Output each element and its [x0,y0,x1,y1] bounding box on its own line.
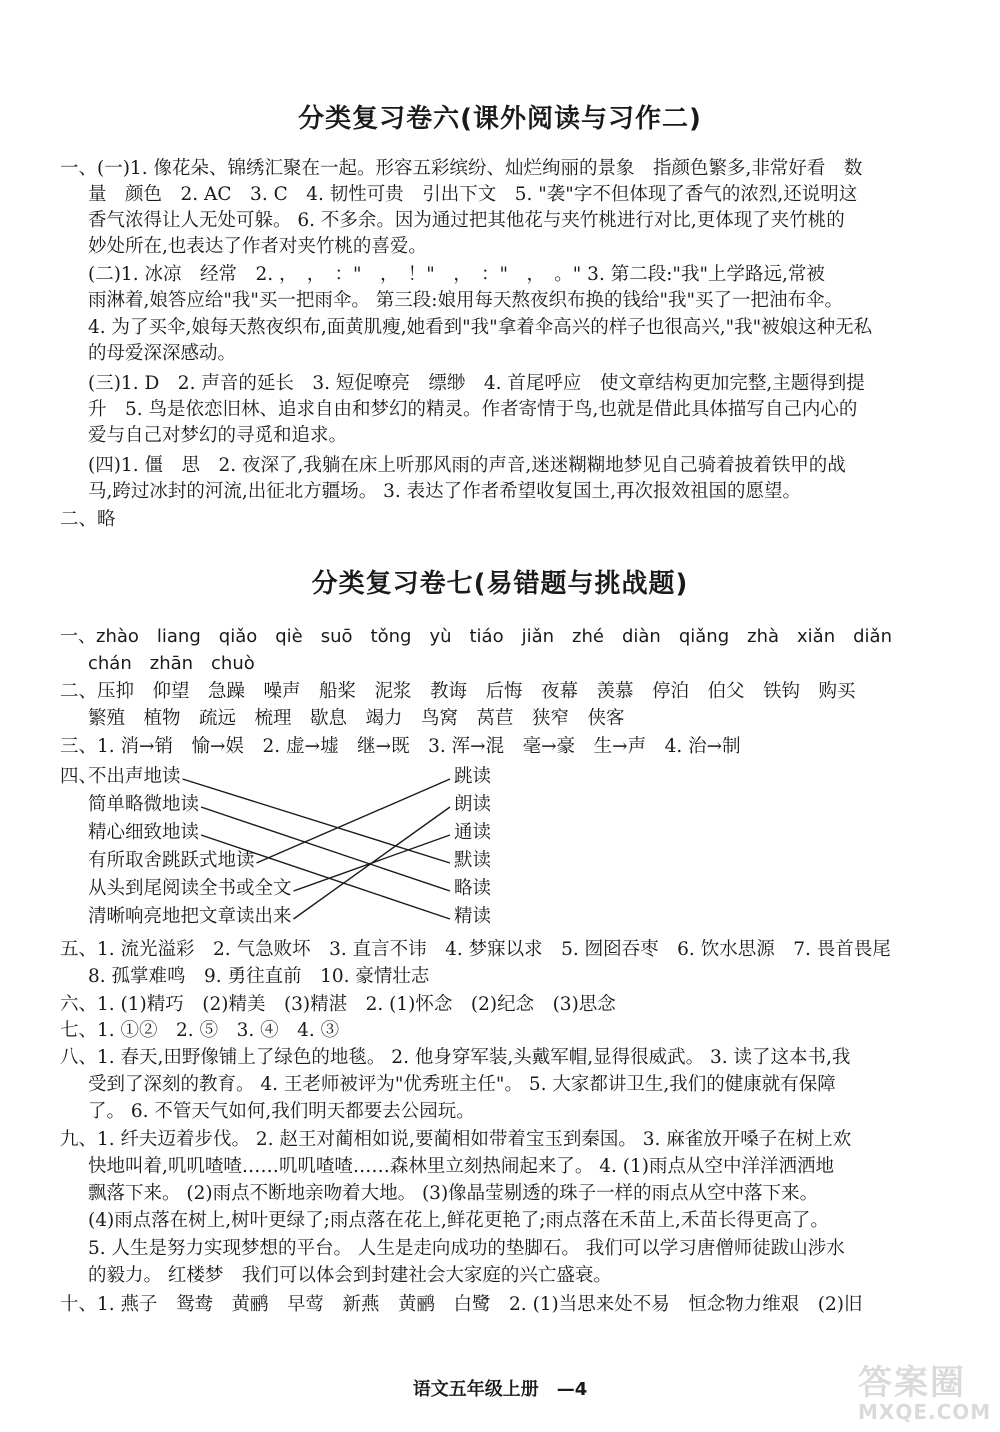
s6-line-11: 爱与自己对梦幻的寻觅和追求。 [88,425,348,446]
match-left-item: 有所取舍跳跃式地读 [88,850,255,871]
s7-pinyin-line-2: chán zhān chuò [88,653,255,674]
s7-q2-line-2: 繁殖 植物 疏远 梳理 歇息 竭力 鸟窝 莴苣 狭窄 侠客 [88,708,625,729]
match-right-item: 朗读 [454,794,492,815]
match-right-item: 略读 [454,878,492,899]
s7-q9-line-5: 5. 人生是努力实现梦想的平台。 人生是走向成功的垫脚石。 我们可以学习唐僧师徒跋山涉水 [88,1238,845,1259]
page-footer: 语文五年级上册 —4 [412,1379,588,1400]
s7-q10-line: 十、1. 燕子 鸳鸯 黄鹂 早莺 新燕 黄鹂 白鹭 2. (1)当思来处不易 恒念物力维艰 (2)旧 [60,1294,863,1315]
s7-q8-line-3: 了。 6. 不管天气如何,我们明天都要去公园玩。 [88,1101,475,1122]
s6-line-9: (三)1. D 2. 声音的延长 3. 短促嘹亮 缥缈 4. 首尾呼应 使文章结构更加完整,主题得到提 [88,373,865,394]
match-left-item: 从头到尾阅读全书或全文 [88,878,292,899]
s6-line-12: (四)1. 僵 思 2. 夜深了,我躺在床上听那风雨的声音,迷迷糊糊地梦见自己骑着披着铁甲的战 [88,455,846,476]
match-right-item: 默读 [454,850,492,871]
match-left-item: 简单略微地读 [88,794,200,815]
match-right-item: 精读 [454,906,492,927]
match-left-item: 清晰响亮地把文章读出来 [88,906,292,927]
s7-q5-line-1: 五、1. 流光溢彩 2. 气急败坏 3. 直言不讳 4. 梦寐以求 5. 囫囵吞枣 6. 饮水思源 7. 畏首畏尾 [60,939,891,960]
s6-line-8: 的母爱深深感动。 [88,343,237,364]
section7-title: 分类复习卷七(易错题与挑战题) [311,569,689,599]
match-right-item: 跳读 [454,766,492,787]
s7-q9-line-3: 飘落下来。 (2)雨点不断地亲吻着大地。 (3)像晶莹剔透的珠子一样的雨点从空中落下来。 [88,1183,819,1204]
s6-line-6: 雨淋着,娘答应给"我"买一把雨伞。 第三段:娘用每天熬夜织布换的钱给"我"买了一把油布伞。 [88,290,844,311]
s7-pinyin-line-1: 一、zhào liang qiǎo qiè suō tǒng yù tiáo jiǎn zhé diàn qiǎng zhà xiǎn diǎn [60,626,892,647]
s7-q3-line: 三、1. 消→销 愉→娱 2. 虚→墟 继→既 3. 浑→混 毫→豪 生→声 4. 治→制 [60,736,741,757]
match-right-item: 通读 [454,822,492,843]
s7-q5-line-2: 8. 孤掌难鸣 9. 勇往直前 10. 豪情壮志 [88,966,430,987]
s6-line-4: 妙处所在,也表达了作者对夹竹桃的喜爱。 [88,236,427,257]
s7-q9-line-6: 的毅力。 红楼梦 我们可以体会到封建社会大家庭的兴亡盛衰。 [88,1265,612,1286]
s6-line-7: 4. 为了买伞,娘每天熬夜织布,面黄肌瘦,她看到"我"拿着伞高兴的样子也很高兴,"我"被娘这种无私 [88,317,873,338]
s6-line-5: (二)1. 冰凉 经常 2. ， ， ：" ， ！" ， ：" ， 。" 3. 第二段:"我"上学路远,常被 [88,264,825,285]
s7-q2-line-1: 二、压抑 仰望 急躁 噪声 船桨 泥浆 教诲 后悔 夜幕 羡慕 停泊 伯父 铁钩 购买 [60,681,856,702]
s7-q8-line-2: 受到了深刻的教育。 4. 王老师被评为"优秀班主任"。 5. 大家都讲卫生,我们的健康就有保障 [88,1074,836,1095]
s6-line-13: 马,跨过冰封的河流,出征北方疆场。 3. 表达了作者希望收复国土,再次报效祖国的愿望。 [88,481,802,502]
s6-line-1: 一、(一)1. 像花朵、锦绣汇聚在一起。形容五彩缤纷、灿烂绚丽的景象 指颜色繁多,非常好看 数 [60,158,863,179]
s6-line-3: 香气浓得让人无处可躲。 6. 不多余。因为通过把其他花与夹竹桃进行对比,更体现了夹竹桃的 [88,210,845,231]
s7-q7-line: 七、1. ①② 2. ⑤ 3. ④ 4. ③ [60,1020,340,1041]
section6-title: 分类复习卷六(课外阅读与习作二) [298,104,702,134]
s6-line-14: 二、略 [60,509,116,530]
s7-q8-line-1: 八、1. 春天,田野像铺上了绿色的地毯。 2. 他身穿军装,头戴军帽,显得很威武。 3. 读了这本书,我 [60,1047,851,1068]
s7-q4-label: 四、 [60,766,98,787]
watermark-logo: 答案圈 [858,1363,966,1403]
s6-line-2: 量 颜色 2. AC 3. C 4. 韧性可贵 引出下文 5. "袭"字不但体现了香气的浓烈,还说明这 [88,184,858,205]
match-connector-line [183,779,450,863]
match-connector-line [294,807,450,919]
match-left-item: 精心细致地读 [88,822,200,843]
watermark-url: MXQE.COM [858,1400,992,1424]
s6-line-10: 升 5. 鸟是依恋旧林、追求自由和梦幻的精灵。作者寄情于鸟,也就是借此具体描写自己内心的 [88,399,858,420]
match-left-item: 不出声地读 [88,766,181,787]
match-connector-line [201,835,450,919]
match-connector-line [257,779,450,863]
watermark [858,1355,994,1425]
s7-q9-line-4: (4)雨点落在树上,树叶更绿了;雨点落在花上,鲜花更艳了;雨点落在禾苗上,禾苗长得更高了。 [88,1210,829,1231]
s7-q9-line-2: 快地叫着,叽叽喳喳……叽叽喳喳……森林里立刻热闹起来了。 4. (1)雨点从空中洋洋洒洒地 [88,1156,835,1177]
s7-q9-line-1: 九、1. 纤夫迈着步伐。 2. 赵王对蔺相如说,要蔺相如带着宝玉到秦国。 3. 麻雀放开嗓子在树上欢 [60,1129,852,1150]
s7-q6-line: 六、1. (1)精巧 (2)精美 (3)精湛 2. (1)怀念 (2)纪念 (3)思念 [60,994,616,1015]
